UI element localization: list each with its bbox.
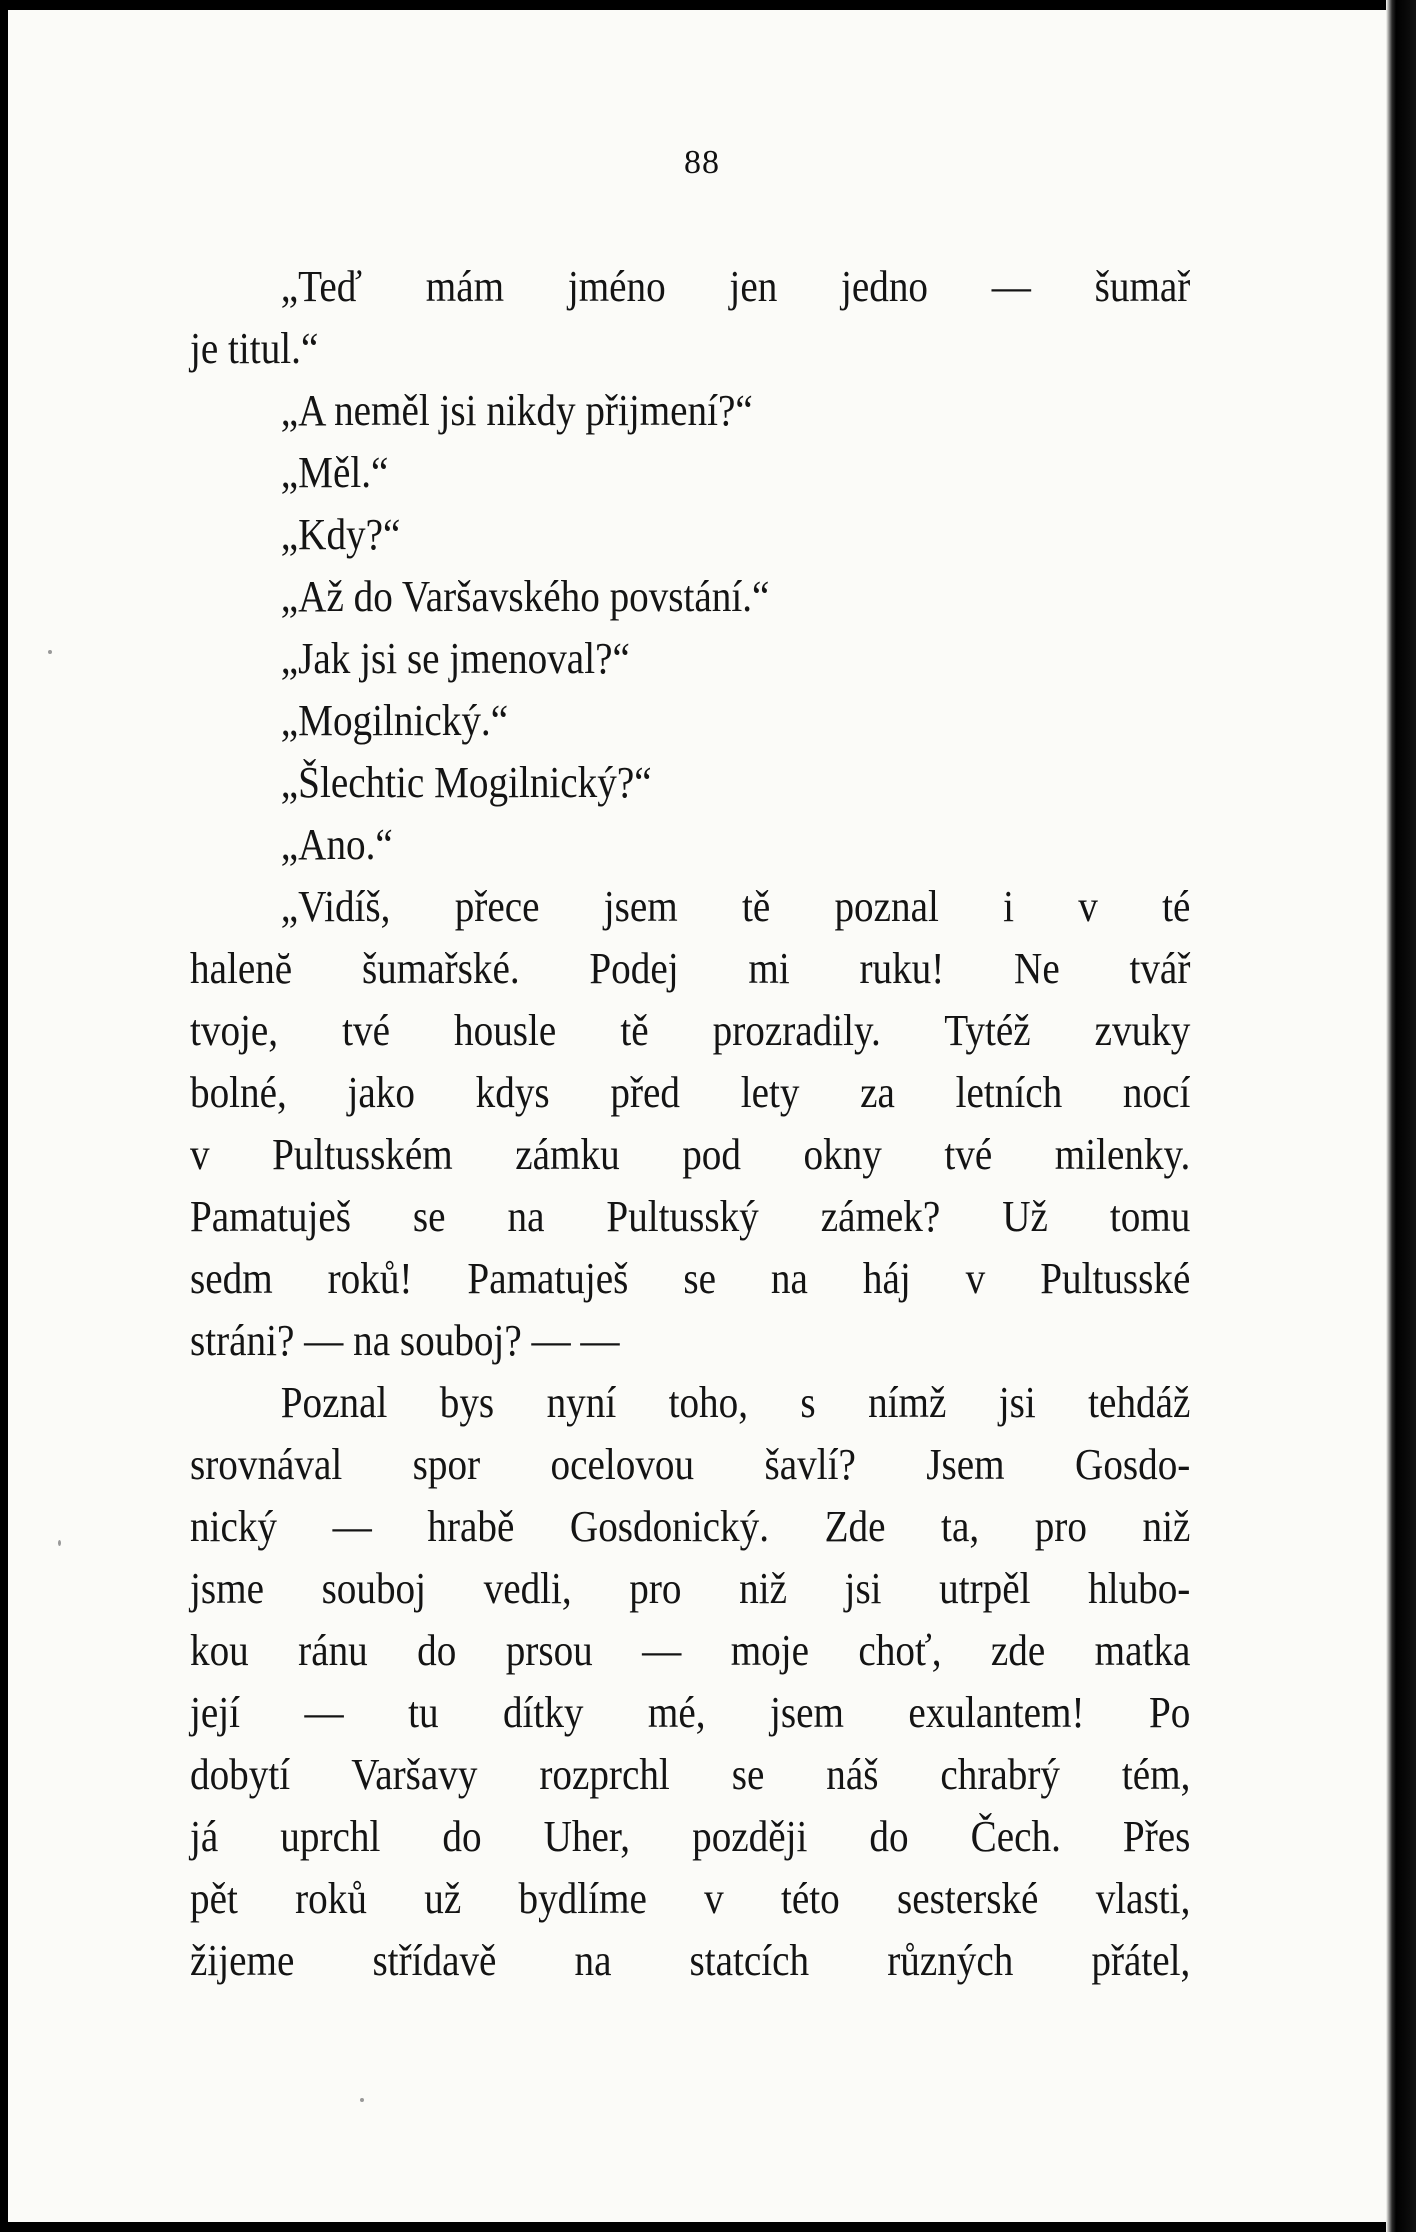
text-line: „Až do Varšavského povstání.“	[280, 572, 770, 621]
body-text	[190, 256, 1190, 1992]
text-line: pět roků už bydlíme v této sesterské vlasti,	[190, 1874, 1191, 1923]
text-line: „Teď mám jméno jen jedno — šumař	[280, 262, 1191, 311]
paper-speck	[360, 2098, 364, 2102]
text-line: Poznal bys nyní toho, s nímž jsi tehdáž	[280, 1378, 1191, 1427]
text-line: nický — hrabě Gosdonický. Zde ta, pro niž	[190, 1502, 1191, 1551]
paper-speck	[48, 650, 52, 654]
text-line: stráni? — na souboj? — —	[190, 1316, 620, 1365]
text-line: „Jak jsi se jmenoval?“	[280, 634, 630, 683]
text-line: tvoje, tvé housle tě prozradily. Tytéž zvuky	[190, 1006, 1191, 1055]
text-line: kou ránu do prsou — moje choť, zde matka	[190, 1626, 1191, 1675]
text-line: sedm roků! Pamatuješ se na háj v Pultusské	[190, 1254, 1191, 1303]
text-line: její — tu dítky mé, jsem exulantem! Po	[190, 1688, 1191, 1737]
text-line: Pamatuješ se na Pultusský zámek? Už tomu	[190, 1192, 1191, 1241]
text-line: „Měl.“	[280, 448, 389, 497]
page-edge-shadow	[1386, 0, 1416, 2232]
text-line: „Ano.“	[280, 820, 393, 869]
text-line: dobytí Varšavy rozprchl se náš chrabrý tém,	[190, 1750, 1191, 1799]
paper-speck	[58, 1540, 61, 1546]
text-line: bolné, jako kdys před lety za letních nocí	[190, 1068, 1191, 1117]
text-line: jsme souboj vedli, pro niž jsi utrpěl hlubo-	[190, 1564, 1191, 1613]
text-line: je titul.“	[190, 324, 319, 373]
text-line: „Šlechtic Mogilnický?“	[280, 758, 652, 807]
text-line: „Kdy?“	[280, 510, 401, 559]
text-line: srovnával spor ocelovou šavlí? Jsem Gosdo-	[190, 1440, 1191, 1489]
text-line: „Mogilnický.“	[280, 696, 509, 745]
text-line: „Vidíš, přece jsem tě poznal i v té	[280, 882, 1191, 931]
text-line: halenĕ šumařské. Podej mi ruku! Ne tvář	[190, 944, 1191, 993]
page-number: 88	[684, 144, 720, 181]
text-line: „A neměl jsi nikdy přijmení?“	[280, 386, 753, 435]
text-line: v Pultusském zámku pod okny tvé milenky.	[190, 1130, 1191, 1179]
book-page	[8, 10, 1386, 2222]
text-line: já uprchl do Uher, později do Čech. Přes	[190, 1812, 1191, 1861]
text-line: žijeme střídavě na statcích různých přátel,	[190, 1936, 1191, 1985]
